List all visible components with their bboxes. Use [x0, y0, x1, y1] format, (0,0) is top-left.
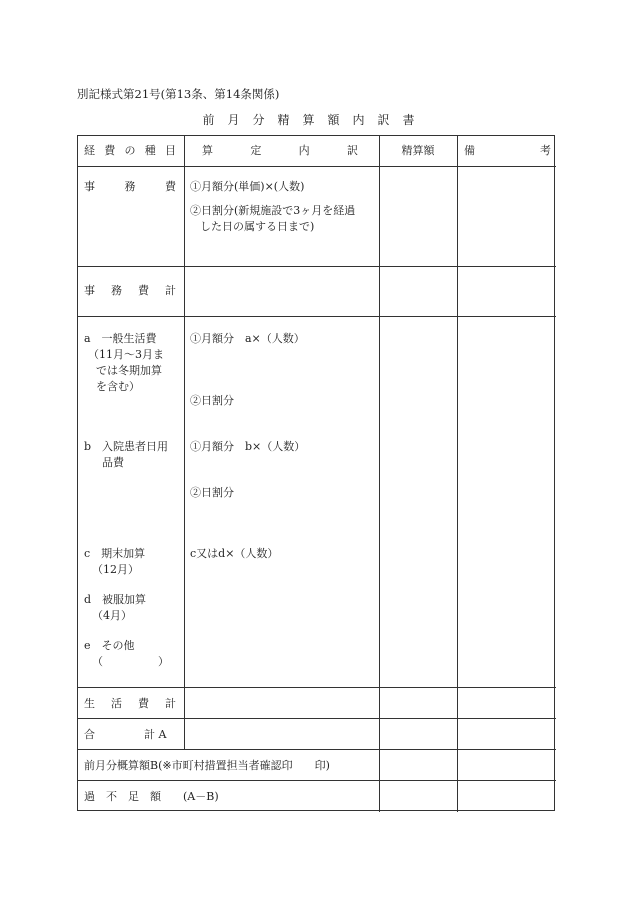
- office-expense-total-label: [84, 283, 176, 299]
- living-expense-e-label: e その他: [84, 639, 135, 652]
- office-expense-daily: ②日割分(新規施設で3ヶ月を経過: [190, 204, 356, 217]
- row-divider: [78, 166, 556, 167]
- row-divider: [78, 687, 556, 688]
- header-char: 費: [104, 144, 116, 157]
- label-char: 生: [84, 697, 95, 710]
- living-expense-b-label: b 入院患者日用: [84, 440, 169, 453]
- office-expense-daily-cont: した日の属する日まで): [200, 220, 315, 233]
- living-expense-a-note: を含む）: [96, 380, 140, 393]
- header-char: 種: [144, 144, 156, 157]
- office-expense-label: [84, 179, 176, 195]
- header-calculation: [202, 143, 358, 159]
- header-settled-amount: 精算額: [401, 144, 435, 157]
- header-char: 定: [250, 144, 262, 157]
- living-expense-a-monthly: ①月額分 a×（人数）: [190, 332, 305, 345]
- label-char: 事: [84, 284, 95, 297]
- living-expense-d-label: d 被服加算: [84, 593, 147, 606]
- column-divider: [457, 136, 458, 812]
- living-expense-a-note: では冬期加算: [96, 364, 162, 377]
- living-expense-cd-calc: c又はd×（人数）: [190, 547, 279, 560]
- column-divider: [379, 136, 380, 812]
- header-item-type: [84, 143, 176, 159]
- row-divider: [78, 718, 556, 719]
- label-char: 務: [111, 284, 122, 297]
- living-expense-d-note: （4月）: [92, 609, 132, 622]
- header-char: 目: [165, 144, 176, 157]
- header-char: 経: [84, 144, 95, 157]
- office-expense-monthly: ①月額分(単価)×(人数): [190, 180, 305, 193]
- header-remarks-right: 考: [540, 144, 551, 157]
- living-expense-c-note: （12月）: [92, 563, 139, 576]
- label-char: 事: [84, 180, 95, 193]
- column-divider: [184, 136, 185, 749]
- label-char: 務: [124, 180, 136, 193]
- living-expense-a-label: a 一般生活費: [84, 332, 157, 345]
- document-title: 前月分精算額内訳書: [202, 113, 428, 127]
- row-divider: [78, 316, 556, 317]
- living-expense-total-label: [84, 696, 176, 712]
- label-char: 計: [165, 697, 176, 710]
- label-char: 費: [138, 697, 149, 710]
- label-char: 活: [111, 697, 122, 710]
- label-char: 費: [138, 284, 149, 297]
- statement-table: [77, 135, 555, 811]
- label-char: 計: [165, 284, 176, 297]
- header-char: 算: [202, 144, 213, 157]
- header-char: 訳: [346, 144, 358, 157]
- row-divider: [78, 266, 556, 267]
- living-expense-e-note: （ ）: [92, 655, 169, 668]
- row-divider: [78, 749, 556, 750]
- living-expense-b-daily: ②日割分: [190, 486, 234, 499]
- living-expense-a-note: （11月～3月ま: [88, 348, 164, 361]
- advance-estimate-b-label: 前月分概算額B(※市町村措置担当者確認印 印): [84, 759, 330, 772]
- living-expense-c-label: c 期末加算: [84, 547, 146, 560]
- label-char: 費: [165, 180, 176, 193]
- header-remarks-left: 備: [464, 144, 475, 157]
- row-divider: [78, 780, 556, 781]
- total-a-label-left: 合: [84, 728, 95, 741]
- living-expense-a-daily: ②日割分: [190, 394, 234, 407]
- form-number-label: 別記様式第21号(第13条、第14条関係): [77, 87, 280, 101]
- living-expense-b-note: 品費: [102, 456, 124, 469]
- header-char: の: [124, 144, 136, 157]
- total-a-label-right: 計 A: [144, 728, 167, 741]
- header-char: 内: [298, 144, 310, 157]
- living-expense-b-monthly: ①月額分 b×（人数）: [190, 440, 306, 453]
- balance-label: 過 不 足 額 (A－B): [84, 790, 219, 803]
